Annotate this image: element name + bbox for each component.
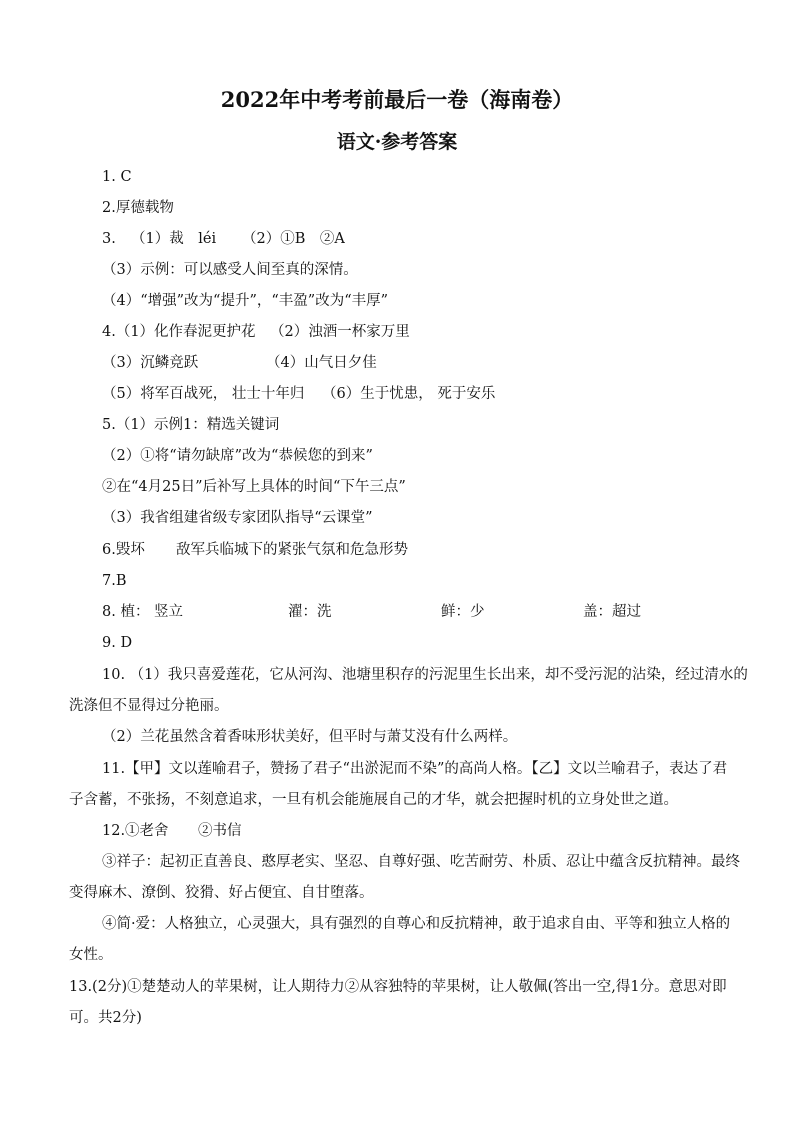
answer-3-part-1: （1）裁 léi <box>131 231 217 247</box>
answer-4-part-5: （5）将军百战死， 壮士十年归 <box>102 386 305 402</box>
answer-3-part-4: （4）“增强”改为“提升”，“丰盈”改为“丰厚” <box>102 293 389 309</box>
answer-8-part-2: 濯：洗 <box>288 604 332 620</box>
answer-13: 13.(2分)①楚楚动人的苹果树，让人期待力②从容独特的苹果树，让人敬佩(答出一空,得1分。意思对即 <box>69 979 727 995</box>
answer-8-part-3: 鲜：少 <box>441 604 485 620</box>
answer-12-part-1: 12.①老舍 <box>102 823 169 839</box>
answer-10-part-1-cont: 洗涤但不显得过分艳丽。 <box>69 698 229 714</box>
page-subtitle: 语文·参考答案 <box>336 131 458 153</box>
answer-10-part-1: 10. （1）我只喜爱莲花，它从河沟、池塘里积存的污泥里生长出来，却不受污泥的沾染，经过清水的 <box>102 667 748 683</box>
answer-12-part-3: ③祥子：起初正直善良、憨厚老实、坚忍、自尊好强、吃苦耐劳、朴质、忍让中蕴含反抗精神。最终 <box>102 854 740 870</box>
answer-13-cont: 可。共2分) <box>69 1010 142 1026</box>
answer-12-part-4-cont: 女性。 <box>69 947 113 963</box>
answer-5-part-1: 5.（1）示例1：精选关键词 <box>102 417 280 433</box>
answer-6-part-2: 敌军兵临城下的紧张气氛和危急形势 <box>176 542 408 558</box>
answer-5-part-2-b: ②在“4月25日”后补写上具体的时间“下午三点” <box>102 479 406 495</box>
page-title: 2022年中考考前最后一卷（海南卷） <box>220 87 574 112</box>
answer-1: 1. C <box>102 169 132 185</box>
answer-3-part-3: （3）示例：可以感受人间至真的深情。 <box>102 262 358 278</box>
answer-4-part-6: （6）生于忧患， 死于安乐 <box>322 386 496 402</box>
answer-10-part-2: （2）兰花虽然含着香味形状美好，但平时与萧艾没有什么两样。 <box>102 729 518 745</box>
answer-7: 7.B <box>102 573 127 589</box>
answer-12-part-3-cont: 变得麻木、潦倒、狡猾、好占便宜、自甘堕落。 <box>69 885 374 901</box>
answer-12-part-4: ④简·爱：人格独立，心灵强大，具有强烈的自尊心和反抗精神，敢于追求自由、平等和独立人格的 <box>102 916 731 932</box>
answer-8-part-1: 8. 植： 竖立 <box>102 604 184 620</box>
answer-3-number: 3. <box>102 231 116 247</box>
answer-9: 9. D <box>102 635 133 651</box>
answer-11-cont: 子含蓄，不张扬，不刻意追求，一旦有机会能施展自己的才华，就会把握时机的立身处世之道。 <box>69 792 678 808</box>
answer-4-part-3: （3）沉鳞竞跃 <box>102 355 199 371</box>
answer-3-part-2: （2）①B ②A <box>242 231 345 247</box>
answer-4-part-1: 4.（1）化作春泥更护花 <box>102 324 256 340</box>
answer-5-part-3: （3）我省组建省级专家团队指导“云课堂” <box>102 510 373 526</box>
answer-5-part-2: （2）①将“请勿缺席”改为“恭候您的到来” <box>102 448 373 464</box>
answer-12-part-2: ②书信 <box>198 823 242 839</box>
answer-6-part-1: 6.毁坏 <box>102 542 145 558</box>
answer-2: 2.厚德载物 <box>102 200 174 216</box>
answer-11: 11.【甲】文以莲喻君子，赞扬了君子“出淤泥而不染”的高尚人格。【乙】文以兰喻君子，表达了君 <box>102 761 728 777</box>
answer-4-part-2: （2）浊酒一杯家万里 <box>270 324 410 340</box>
answer-4-part-4: （4）山气日夕佳 <box>266 355 377 371</box>
answer-8-part-4: 盖：超过 <box>583 604 641 620</box>
